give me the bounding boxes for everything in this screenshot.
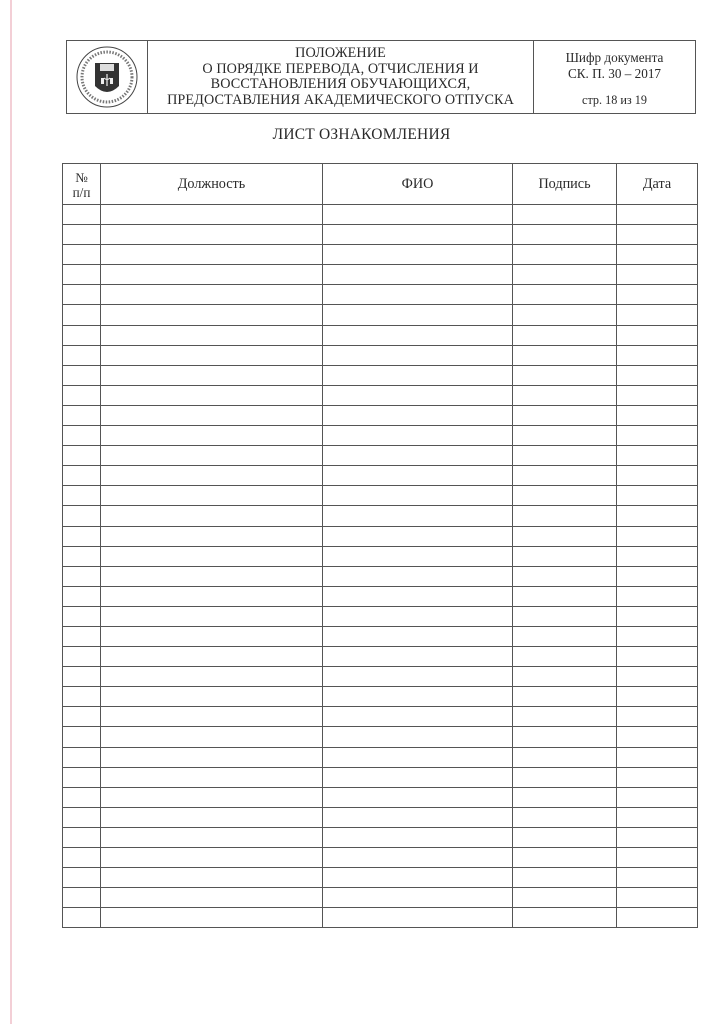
cell-full-name	[323, 747, 513, 767]
cell-date	[617, 727, 698, 747]
cell-full-name	[323, 606, 513, 626]
cell-position	[101, 667, 323, 687]
cell-full-name	[323, 285, 513, 305]
cell-signature	[513, 285, 617, 305]
column-header-label: № п/п	[72, 170, 91, 200]
cell-number	[63, 446, 101, 466]
cell-full-name	[323, 727, 513, 747]
table-row	[63, 325, 698, 345]
cell-number	[63, 325, 101, 345]
cell-date	[617, 225, 698, 245]
table-row	[63, 426, 698, 446]
table-row	[63, 566, 698, 586]
cell-number	[63, 707, 101, 727]
cell-full-name	[323, 305, 513, 325]
cell-full-name	[323, 687, 513, 707]
cell-full-name	[323, 205, 513, 225]
cell-date	[617, 345, 698, 365]
cell-date	[617, 787, 698, 807]
cell-position	[101, 405, 323, 425]
table-row	[63, 767, 698, 787]
cell-full-name	[323, 365, 513, 385]
title-line: ВОССТАНОВЛЕНИЯ ОБУЧАЮЩИХСЯ,	[210, 76, 471, 92]
cell-signature	[513, 546, 617, 566]
column-header-full-name	[323, 164, 513, 205]
cell-date	[617, 546, 698, 566]
cell-signature	[513, 687, 617, 707]
cell-number	[63, 426, 101, 446]
cell-full-name	[323, 767, 513, 787]
table-row	[63, 405, 698, 425]
cell-date	[617, 707, 698, 727]
table-row	[63, 787, 698, 807]
table-row	[63, 606, 698, 626]
document-code-label: Шифр документа	[565, 50, 664, 65]
table-row	[63, 586, 698, 606]
page-edge	[10, 0, 12, 1024]
cell-date	[617, 486, 698, 506]
cell-full-name	[323, 426, 513, 446]
cell-full-name	[323, 345, 513, 365]
cell-date	[617, 305, 698, 325]
cell-date	[617, 908, 698, 928]
cell-full-name	[323, 868, 513, 888]
cell-signature	[513, 647, 617, 667]
cell-position	[101, 687, 323, 707]
cell-signature	[513, 707, 617, 727]
cell-number	[63, 687, 101, 707]
column-header-label: Дата	[642, 176, 672, 192]
cell-number	[63, 365, 101, 385]
cell-date	[617, 566, 698, 586]
cell-position	[101, 888, 323, 908]
cell-date	[617, 385, 698, 405]
cell-position	[101, 546, 323, 566]
table-row	[63, 345, 698, 365]
column-header-signature	[513, 164, 617, 205]
cell-full-name	[323, 245, 513, 265]
cell-position	[101, 426, 323, 446]
cell-date	[617, 466, 698, 486]
cell-date	[617, 285, 698, 305]
document-header	[66, 40, 696, 114]
cell-signature	[513, 848, 617, 868]
cell-full-name	[323, 486, 513, 506]
cell-full-name	[323, 626, 513, 646]
cell-signature	[513, 466, 617, 486]
table-row	[63, 647, 698, 667]
cell-number	[63, 747, 101, 767]
cell-date	[617, 325, 698, 345]
cell-full-name	[323, 446, 513, 466]
cell-date	[617, 446, 698, 466]
cell-full-name	[323, 667, 513, 687]
cell-date	[617, 647, 698, 667]
cell-position	[101, 285, 323, 305]
cell-number	[63, 807, 101, 827]
table-row	[63, 827, 698, 847]
cell-position	[101, 827, 323, 847]
cell-number	[63, 647, 101, 667]
cell-position	[101, 365, 323, 385]
table-body	[63, 205, 698, 928]
cell-number	[63, 345, 101, 365]
cell-full-name	[323, 225, 513, 245]
cell-position	[101, 526, 323, 546]
cell-date	[617, 626, 698, 646]
cell-signature	[513, 345, 617, 365]
table-row	[63, 807, 698, 827]
cell-number	[63, 225, 101, 245]
cell-signature	[513, 486, 617, 506]
column-header-label: ФИО	[401, 176, 434, 192]
cell-number	[63, 606, 101, 626]
cell-date	[617, 365, 698, 385]
table-row	[63, 868, 698, 888]
cell-signature	[513, 446, 617, 466]
cell-date	[617, 747, 698, 767]
cell-signature	[513, 888, 617, 908]
cell-signature	[513, 807, 617, 827]
cell-position	[101, 385, 323, 405]
cell-position	[101, 446, 323, 466]
cell-date	[617, 586, 698, 606]
cell-date	[617, 848, 698, 868]
cell-full-name	[323, 908, 513, 928]
cell-date	[617, 526, 698, 546]
cell-signature	[513, 506, 617, 526]
cell-number	[63, 908, 101, 928]
cell-position	[101, 908, 323, 928]
cell-signature	[513, 566, 617, 586]
cell-full-name	[323, 787, 513, 807]
cell-signature	[513, 426, 617, 446]
table-row	[63, 245, 698, 265]
cell-full-name	[323, 807, 513, 827]
cell-position	[101, 506, 323, 526]
cell-number	[63, 305, 101, 325]
cell-date	[617, 265, 698, 285]
cell-position	[101, 205, 323, 225]
cell-number	[63, 265, 101, 285]
cell-number	[63, 546, 101, 566]
table-row	[63, 747, 698, 767]
cell-number	[63, 566, 101, 586]
cell-position	[101, 807, 323, 827]
cell-number	[63, 888, 101, 908]
table-row	[63, 848, 698, 868]
cell-full-name	[323, 827, 513, 847]
cell-position	[101, 727, 323, 747]
cell-signature	[513, 385, 617, 405]
cell-date	[617, 807, 698, 827]
cell-full-name	[323, 586, 513, 606]
cell-number	[63, 285, 101, 305]
table-row	[63, 446, 698, 466]
cell-number	[63, 405, 101, 425]
cell-number	[63, 787, 101, 807]
cell-position	[101, 486, 323, 506]
table-row	[63, 466, 698, 486]
cell-number	[63, 506, 101, 526]
cell-signature	[513, 405, 617, 425]
cell-full-name	[323, 526, 513, 546]
acquaintance-table	[62, 163, 698, 928]
cell-position	[101, 325, 323, 345]
cell-signature	[513, 667, 617, 687]
cell-position	[101, 466, 323, 486]
cell-date	[617, 205, 698, 225]
cell-full-name	[323, 707, 513, 727]
column-header-label: Подпись	[538, 176, 591, 192]
cell-date	[617, 506, 698, 526]
cell-number	[63, 205, 101, 225]
table-row	[63, 546, 698, 566]
page-number: стр. 18 из 19	[582, 93, 647, 107]
title-line: О ПОРЯДКЕ ПЕРЕВОДА, ОТЧИСЛЕНИЯ И	[202, 60, 479, 77]
title-line: ПОЛОЖЕНИЕ	[295, 45, 386, 61]
cell-signature	[513, 526, 617, 546]
cell-date	[617, 888, 698, 908]
cell-signature	[513, 868, 617, 888]
cell-full-name	[323, 405, 513, 425]
cell-full-name	[323, 848, 513, 868]
cell-position	[101, 626, 323, 646]
table-row	[63, 506, 698, 526]
cell-number	[63, 727, 101, 747]
cell-date	[617, 606, 698, 626]
column-header-label: Должность	[177, 176, 246, 192]
cell-signature	[513, 827, 617, 847]
table-row	[63, 667, 698, 687]
cell-signature	[513, 225, 617, 245]
cell-signature	[513, 908, 617, 928]
document-code-block	[534, 41, 695, 113]
cell-number	[63, 245, 101, 265]
cell-position	[101, 647, 323, 667]
title-line: ПРЕДОСТАВЛЕНИЯ АКАДЕМИЧЕСКОГО ОТПУСКА	[167, 91, 514, 108]
cell-position	[101, 707, 323, 727]
table-row	[63, 727, 698, 747]
cell-signature	[513, 747, 617, 767]
cell-number	[63, 667, 101, 687]
table-row	[63, 365, 698, 385]
institution-emblem-icon	[74, 44, 140, 110]
cell-full-name	[323, 466, 513, 486]
cell-signature	[513, 767, 617, 787]
cell-signature	[513, 787, 617, 807]
cell-position	[101, 245, 323, 265]
cell-position	[101, 747, 323, 767]
table-row	[63, 225, 698, 245]
table-row	[63, 526, 698, 546]
cell-position	[101, 848, 323, 868]
cell-position	[101, 265, 323, 285]
table-row	[63, 626, 698, 646]
cell-date	[617, 868, 698, 888]
cell-full-name	[323, 325, 513, 345]
cell-position	[101, 767, 323, 787]
cell-date	[617, 245, 698, 265]
cell-date	[617, 767, 698, 787]
cell-full-name	[323, 385, 513, 405]
logo-cell	[67, 41, 148, 113]
cell-full-name	[323, 566, 513, 586]
table-row	[63, 205, 698, 225]
table-row	[63, 687, 698, 707]
cell-date	[617, 405, 698, 425]
column-header-number	[63, 164, 101, 205]
cell-date	[617, 426, 698, 446]
document-title-block	[148, 41, 534, 113]
column-header-position	[101, 164, 323, 205]
cell-signature	[513, 727, 617, 747]
cell-signature	[513, 606, 617, 626]
cell-position	[101, 566, 323, 586]
column-header-date	[617, 164, 698, 205]
table-row	[63, 285, 698, 305]
cell-position	[101, 586, 323, 606]
cell-date	[617, 827, 698, 847]
cell-signature	[513, 245, 617, 265]
cell-signature	[513, 265, 617, 285]
sheet-title: ЛИСТ ОЗНАКОМЛЕНИЯ	[272, 126, 451, 143]
cell-date	[617, 687, 698, 707]
cell-date	[617, 667, 698, 687]
cell-full-name	[323, 265, 513, 285]
table-row	[63, 385, 698, 405]
cell-full-name	[323, 546, 513, 566]
cell-position	[101, 868, 323, 888]
document-code-value: СК. П. 30 – 2017	[567, 66, 662, 81]
cell-number	[63, 586, 101, 606]
cell-number	[63, 868, 101, 888]
cell-position	[101, 225, 323, 245]
cell-position	[101, 606, 323, 626]
cell-number	[63, 827, 101, 847]
table-row	[63, 908, 698, 928]
cell-number	[63, 848, 101, 868]
cell-signature	[513, 586, 617, 606]
cell-number	[63, 486, 101, 506]
table-row	[63, 707, 698, 727]
cell-full-name	[323, 888, 513, 908]
table-header-row	[63, 164, 698, 205]
cell-full-name	[323, 647, 513, 667]
cell-signature	[513, 365, 617, 385]
cell-signature	[513, 305, 617, 325]
cell-position	[101, 345, 323, 365]
cell-signature	[513, 205, 617, 225]
table-row	[63, 305, 698, 325]
table-row	[63, 265, 698, 285]
cell-full-name	[323, 506, 513, 526]
table-row	[63, 486, 698, 506]
cell-position	[101, 787, 323, 807]
cell-signature	[513, 325, 617, 345]
cell-number	[63, 767, 101, 787]
cell-signature	[513, 626, 617, 646]
cell-number	[63, 526, 101, 546]
table-row	[63, 888, 698, 908]
cell-number	[63, 466, 101, 486]
cell-position	[101, 305, 323, 325]
cell-number	[63, 385, 101, 405]
cell-number	[63, 626, 101, 646]
